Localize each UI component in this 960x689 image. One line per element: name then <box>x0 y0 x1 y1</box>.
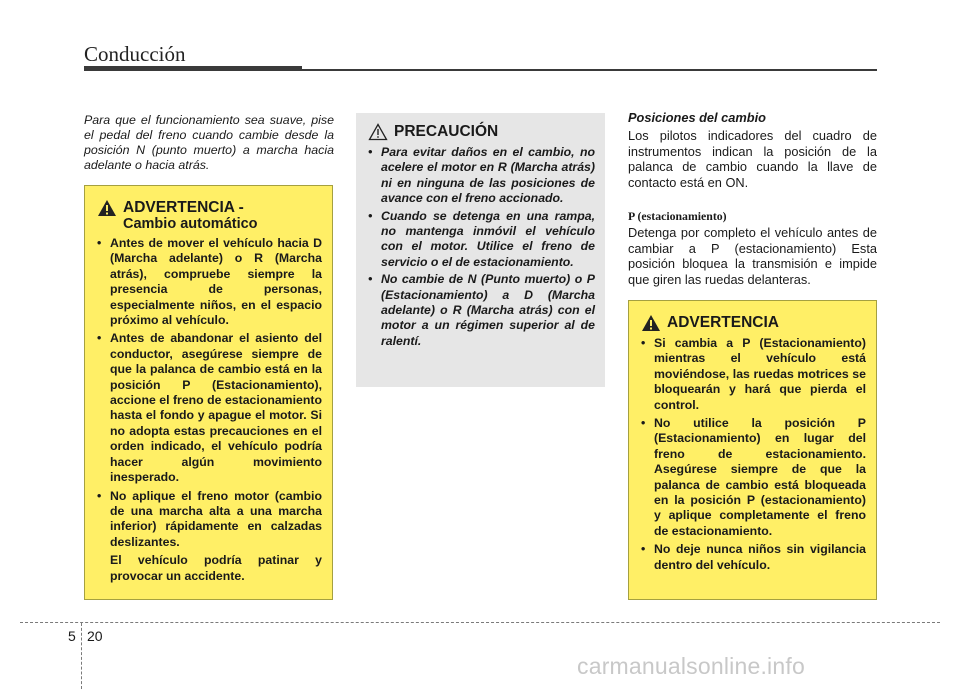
intro-paragraph: Para que el funcionamiento sea suave, pise el pedal del freno cuando cambie desde la posición N (punto muerto) a marcha hacia adelante o hacia atrás. <box>84 113 334 172</box>
list-item: • No aplique el freno motor (cambio de una marcha alta a una marcha inferior) rápidamente en calzadas deslizantes. <box>97 489 322 551</box>
warning-subtitle: Cambio automático <box>123 216 258 232</box>
caution-list <box>368 145 595 349</box>
warning-header <box>97 199 322 232</box>
list-item: • No cambie de N (Punto muerto) o P (Estacionamiento) a D (Marcha adelante) o R (Marcha atrás) con el motor a un régimen superior al de ralentí. <box>368 272 595 349</box>
warning-header <box>641 314 866 332</box>
park-heading: P (estacionamiento) <box>628 209 727 223</box>
page-section-title: Conducción <box>84 42 186 66</box>
page-number: 20 <box>87 628 103 644</box>
list-item: • Antes de mover el vehículo hacia D (Marcha adelante) o R (Marcha atrás), compruebe siempre la presencia de personas, especialmente niños, en el espacio próximo al vehículo. <box>97 236 322 328</box>
warning-closing-text: El vehículo podría patinar y provocar un accidente. <box>110 553 322 583</box>
warning-list <box>97 236 322 550</box>
list-item: • Cuando se detenga en una rampa, no mantenga inmóvil el vehículo con el motor. Utilice el freno de servicio o el de estacionamiento. <box>368 209 595 271</box>
list-item: • Para evitar daños en el cambio, no acelere el motor en R (Marcha atrás) ni en ninguna de las posiciones de avance con el freno accionado. <box>368 145 595 207</box>
warning-triangle-icon <box>641 314 661 332</box>
warning-box-automatic <box>84 185 333 600</box>
list-item: • Antes de abandonar el asiento del conductor, asegúrese siempre de que la palanca de cambio está en la posición P (Estacionamiento), accione el freno de estacionamiento hasta el fondo y apague el motor. Si no adopta estas precauciones en el orden indicado, el vehículo podría hacer algún movimiento inesperado. <box>97 331 322 485</box>
warning-title: ADVERTENCIA - <box>123 199 244 216</box>
warning-box-park <box>628 300 877 600</box>
footer-divider <box>81 623 82 689</box>
warning-title: ADVERTENCIA <box>667 314 779 331</box>
footer-rule <box>20 622 940 623</box>
park-paragraph: Detenga por completo el vehículo antes de cambiar a P (estacionamiento) Esta posición bloquea la transmisión e impide que giren las ruedas delanteras. <box>628 225 877 287</box>
caution-box <box>356 113 605 387</box>
caution-header <box>368 123 595 141</box>
list-item: • Si cambia a P (Estacionamiento) mientras el vehículo está moviéndose, las ruedas motrices se bloquearán y hará que pierda el control. <box>641 336 866 413</box>
positions-paragraph: Los pilotos indicadores del cuadro de instrumentos indican la posición de la palanca de cambio cuando la llave de contacto está en ON. <box>628 128 877 190</box>
list-item: • No utilice la posición P (Estacionamiento) en lugar del freno de estacionamiento. Asegúrese siempre de que la palanca de cambio está bloqueada en la posición P (estacionamiento) y aplique completamente el freno de estacionamiento. <box>641 416 866 539</box>
chapter-number: 5 <box>68 628 76 644</box>
caution-title: PRECAUCIÓN <box>394 123 499 140</box>
header-rule <box>302 69 877 71</box>
watermark: carmanualsonline.info <box>577 653 805 679</box>
list-item: • No deje nunca niños sin vigilancia dentro del vehículo. <box>641 542 866 573</box>
warning-triangle-icon <box>97 199 117 217</box>
caution-triangle-icon <box>368 123 388 141</box>
positions-heading: Posiciones del cambio <box>628 110 766 125</box>
header-bar <box>84 66 302 71</box>
warning-list <box>641 336 866 573</box>
